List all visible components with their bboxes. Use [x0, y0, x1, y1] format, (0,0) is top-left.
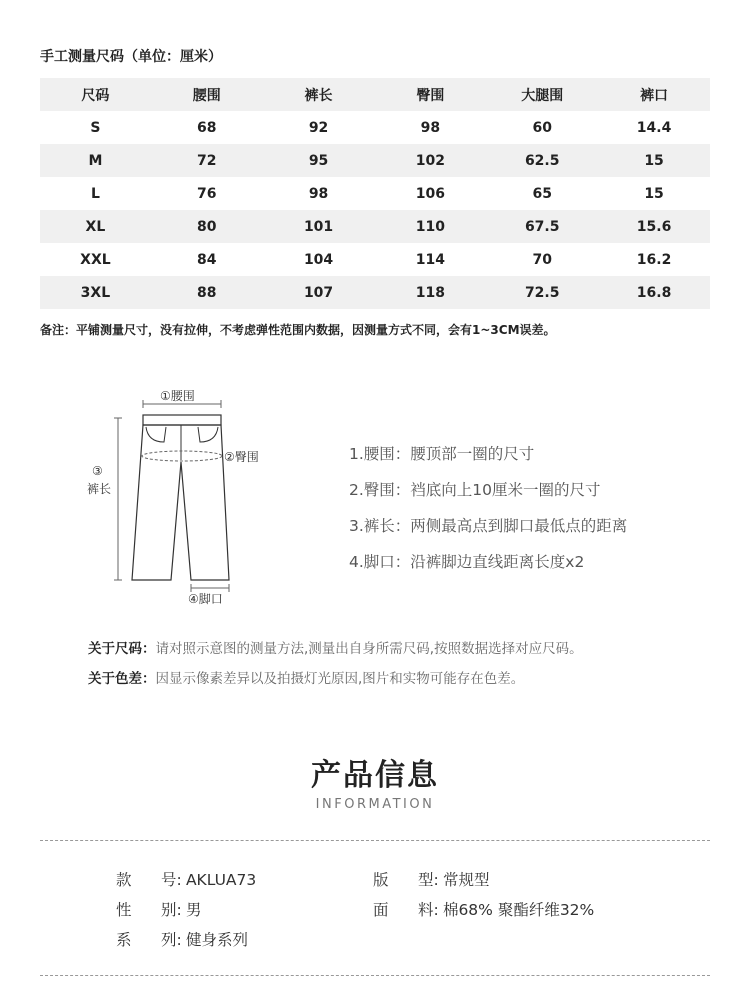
table-cell: 72 — [151, 144, 263, 177]
table-cell: M — [40, 144, 151, 177]
size-chart-title: 手工测量尺码（单位：厘米） — [40, 49, 222, 65]
measurement-note: 备注：平铺测量尺寸，没有拉伸，不考虑弹性范围内数据，因测量方式不同，会有1~3CM误差。 — [40, 323, 556, 337]
table-row — [40, 276, 710, 309]
table-cell: 118 — [374, 276, 486, 309]
table-cell: 107 — [263, 276, 375, 309]
table-cell: 92 — [308, 119, 329, 136]
field-key: 版 — [373, 871, 389, 889]
header-size: 尺码 — [40, 78, 151, 111]
field-value: 男 — [185, 901, 202, 919]
about-size-label: 关于尺码： — [88, 641, 156, 657]
table-cell: 16.8 — [598, 276, 710, 309]
about-color-label: 关于色差： — [88, 671, 156, 687]
table-cell: 80 — [151, 210, 263, 243]
field-key: 号: — [161, 871, 182, 889]
header-hem: 裤口 — [598, 78, 710, 111]
header-thigh: 大腿围 — [486, 78, 598, 111]
divider-bottom — [40, 975, 710, 976]
table-cell: 3XL — [40, 276, 151, 309]
table-cell: L — [90, 185, 100, 202]
table-cell: S — [90, 119, 101, 136]
legend-item-hip: 2.臀围：裆底向上10厘米一圈的尺寸 — [349, 481, 601, 499]
table-row — [40, 243, 710, 276]
size-table — [40, 78, 710, 309]
field-value: 棉68% 聚酯纤维32% — [442, 901, 595, 919]
table-cell: 98 — [308, 185, 329, 202]
table-cell: 88 — [151, 276, 263, 309]
product-info-title: 产品信息 — [311, 758, 439, 793]
length-label: 裤长 — [87, 482, 112, 496]
product-material — [373, 898, 594, 920]
pants-illustration — [78, 382, 278, 612]
table-cell: 65 — [532, 185, 552, 202]
table-cell: 102 — [374, 144, 486, 177]
field-key: 列: — [161, 931, 182, 949]
table-cell: 15.6 — [598, 210, 710, 243]
about-size — [88, 637, 583, 657]
header-length: 裤长 — [263, 78, 375, 111]
length-number: ③ — [92, 464, 103, 478]
legend-item-waist: 1.腰围：腰顶部一圈的尺寸 — [349, 445, 535, 463]
header-hip: 臀围 — [374, 78, 486, 111]
table-cell: 62.5 — [486, 144, 598, 177]
field-key: 性 — [116, 901, 132, 919]
field-key: 别: — [161, 901, 182, 919]
size-table-header-row — [40, 78, 710, 111]
table-row — [40, 210, 710, 243]
table-cell: XXL — [80, 251, 111, 268]
table-cell: 114 — [415, 251, 445, 268]
product-info-subtitle: INFORMATION — [315, 797, 435, 812]
legend-item-length: 3.裤长：两侧最高点到脚口最低点的距离 — [349, 517, 628, 535]
table-cell: 72.5 — [486, 276, 598, 309]
table-cell: XL — [40, 210, 151, 243]
table-row — [40, 111, 710, 144]
hem-label: ④脚口 — [188, 592, 223, 606]
product-series — [116, 928, 248, 950]
table-cell: 70 — [532, 251, 552, 268]
field-value: 健身系列 — [185, 931, 248, 949]
table-row — [40, 144, 710, 177]
hip-label: ②臀围 — [224, 450, 259, 464]
table-cell: 68 — [196, 119, 217, 136]
table-cell: 101 — [263, 210, 375, 243]
field-value: AKLUA73 — [185, 871, 257, 889]
table-cell: 14.4 — [636, 119, 672, 136]
table-cell: 106 — [415, 185, 445, 202]
field-value: 常规型 — [442, 871, 490, 889]
about-color — [88, 667, 524, 687]
product-fit — [373, 868, 489, 890]
table-cell: 15 — [644, 185, 664, 202]
table-cell: 67.5 — [486, 210, 598, 243]
header-waist: 腰围 — [151, 78, 263, 111]
table-cell: 84 — [196, 251, 217, 268]
table-row — [40, 177, 710, 210]
measurement-legend — [349, 443, 627, 587]
table-cell: 98 — [420, 119, 441, 136]
table-cell: 76 — [196, 185, 217, 202]
table-cell: 110 — [374, 210, 486, 243]
table-cell: 95 — [263, 144, 375, 177]
about-size-text: 请对照示意图的测量方法,测量出自身所需尺码,按照数据选择对应尺码。 — [155, 641, 583, 657]
table-cell: 15 — [598, 144, 710, 177]
table-cell: 104 — [303, 251, 334, 268]
field-key: 料: — [418, 901, 439, 919]
field-key: 型: — [418, 871, 439, 889]
pants-diagram — [78, 382, 278, 612]
table-cell: 16.2 — [636, 251, 672, 268]
waist-label: ①腰围 — [160, 389, 195, 403]
table-cell: 60 — [532, 119, 552, 136]
field-key: 款 — [116, 871, 132, 889]
field-key: 系 — [116, 931, 132, 949]
about-color-text: 因显示像素差异以及拍摄灯光原因,图片和实物可能存在色差。 — [155, 671, 525, 687]
product-gender — [116, 898, 201, 920]
product-style-no — [116, 868, 256, 890]
divider-top — [40, 840, 710, 841]
legend-item-hem: 4.脚口：沿裤脚边直线距离长度x2 — [349, 553, 585, 571]
field-key: 面 — [373, 901, 389, 919]
